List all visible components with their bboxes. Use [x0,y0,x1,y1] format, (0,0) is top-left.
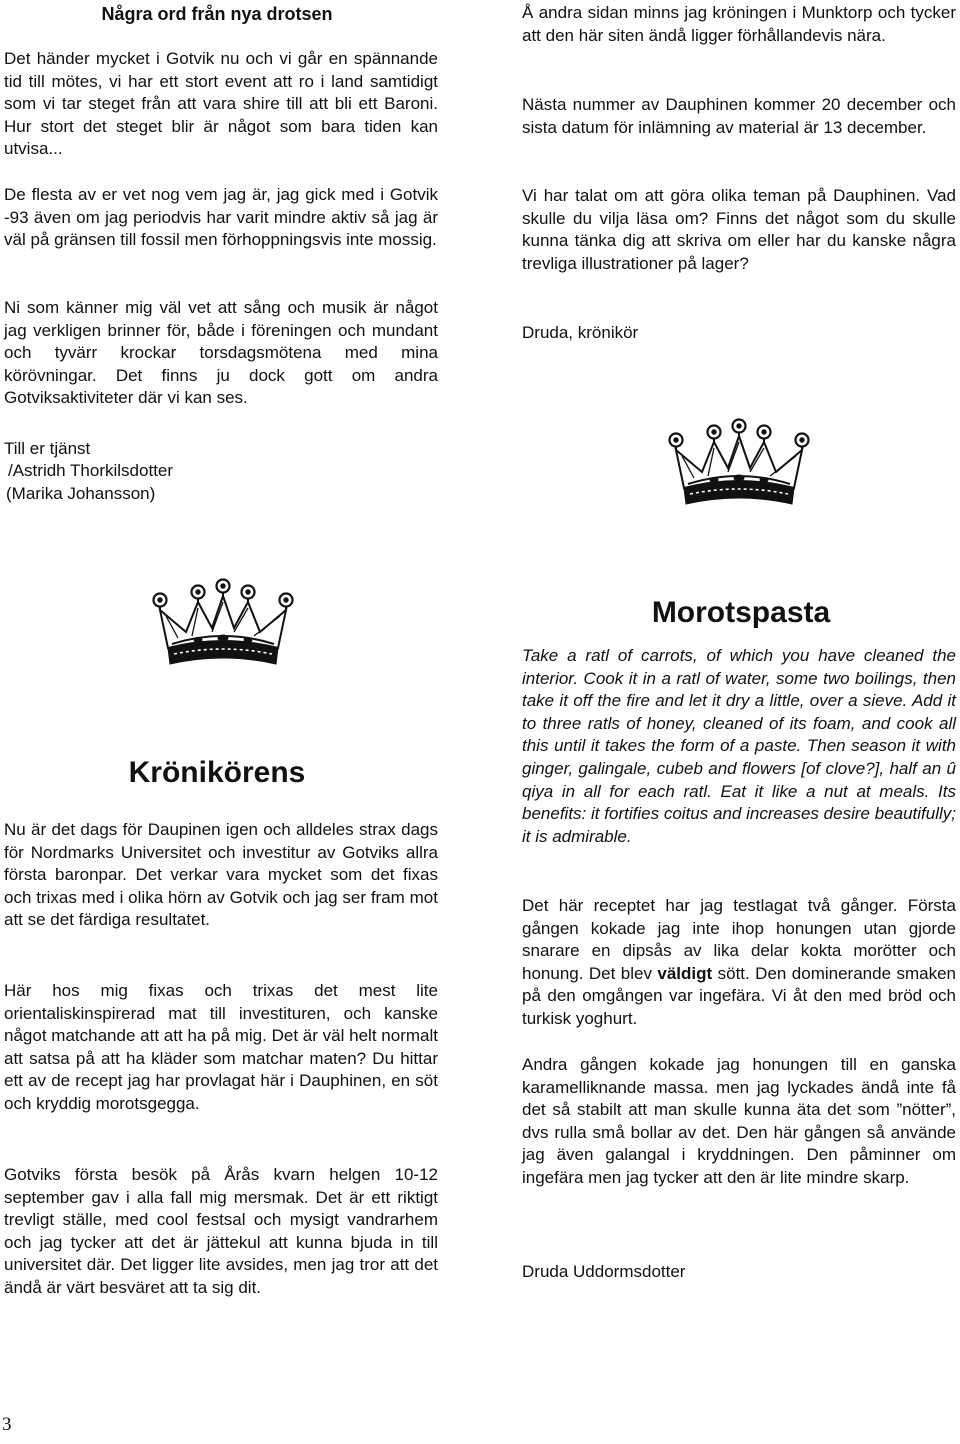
drots-signature-realname: (Marika Johansson) [6,484,156,503]
recipe-comment-1-end: sött. Den dominerande smaken på den omgången var ingefära. Vi åt den med bröd och turkisk yoghurt. [522,963,956,1028]
recipe-text: Take a ratl of carrots, of which you have cleaned the interior. Cook it in a ratl of water, some two boilings, then take it off the fire and let it dry a little, over a sieve. Add it to three ratls of honey, cleaned of its foam, and cook all this until it takes the form of a paste. Then season it with ginger, galingale, cubeb and flowers [of clove?], half an û qiya in all for each ratl. Eat it like a nut at meals. Its benefits: it fortifies coitus and increases desire beautifully; it is admirable. [522,646,956,846]
chronicler-paragraph-2: Här hos mig fixas och trixas det mest lite orientaliskinspirerad mat till investituren, och kanske något matchande att att ha på mig. Det är väl helt normalt att satsa på att ha kläder som matchar maten? Du hittar ett av de recept jag har provlagat här i Dauphinen, en söt och kryddig morotsgegga. [4,981,438,1113]
recipe-signature: Druda Uddormsdotter [522,1262,686,1281]
recipe-comment-2: Andra gången kokade jag honungen till en ganska karamelliknande massa. men jag lyckades ändå inte få det så stabilt att man skulle kunna äta det som ”nötter”, dvs rulla små bollar av det. Den här gången så använde jag även galangal i kryddningen. Den påminner om ingefära men jag tycker att den är lite mindre skarp. [522,1055,956,1187]
page-number: 3 [2,1414,12,1435]
drots-paragraph-3: Ni som känner mig väl vet att sång och musik är något jag verkligen brinner för, både i föreningen och mundant och tyvärr krockar torsdagsmötena med mina körövningar. Det finns ju dock gott om andra Gotviksaktiviteter där vi kan ses. [4,298,438,408]
chronicler-paragraph-3: Gotviks första besök på Årås kvarn helgen 10-12 september gav i alla fall mig mersmak. Det är ett riktigt trevligt ställe, med cool festsal och mysigt vandrarhem och jag tycker att det är jättekul att kunna bjuda in till universitet där. Det ligger lite avsides, men jag tror att det ändå är värt besväret att ta sig dit. [4,1165,438,1297]
recipe-comment-1-bold: väldigt [657,963,713,983]
drots-signoff: Till er tjänst [4,439,91,458]
chronicle-paragraph-3: Vi har talat om att göra olika teman på Dauphinen. Vad skulle du vilja läsa om? Finns det något som du skulle kunna tänka dig att skriva om eller har du kanske några trevliga illustrationer på lager? [522,186,956,273]
chronicle-signature: Druda, krönikör [522,323,639,342]
recipe-comment-1 [522,895,956,1031]
drots-heading: Några ord från nya drotsen [101,4,333,24]
chronicle-paragraph-1: Å andra sidan minns jag kröningen i Munktorp och tycker att den här siten ändå ligger förhållandevis nära. [522,3,956,45]
chronicler-paragraph-1: Nu är det dags för Daupinen igen och alldeles strax dags för Nordmarks Universitet och investitur av Gotviks allra första baronpar. Det verkar vara mycket som det fixas och trixas med i olika hörn av Gotvik och jag ser fram mot att se det färdiga resultatet. [4,820,438,930]
recipe-heading: Morotspasta [651,596,831,629]
drots-paragraph-2: De flesta av er vet nog vem jag är, jag gick med i Gotvik -93 även om jag periodvis har varit mindre aktiv så jag är väl på gränsen till fossil men förhoppningsvis inte mossig. [4,185,438,250]
crown-icon [152,578,294,674]
chronicle-paragraph-2: Nästa nummer av Dauphinen kommer 20 december och sista datum för inlämning av material är 13 december. [522,95,956,137]
chronicler-heading: Krönikörens [128,756,306,789]
drots-signature-name: /Astridh Thorkilsdotter [8,461,174,480]
drots-paragraph-1: Det händer mycket i Gotvik nu och vi går en spännande tid till mötes, vi har ett stort event att ro i land samtidigt som vi tar steget från att vara shire till att bli ett Baroni. Hur stort det steget blir är något som bara tiden kan utvisa... [4,49,438,159]
crown-icon [668,418,810,514]
recipe-comment-1-start: Det här receptet har jag testlagat två gånger. Första gången kokade jag inte ihop honungen utan gjorde snarare en dipsås av lika delar kokta morötter och honung. Det blev [522,896,956,983]
